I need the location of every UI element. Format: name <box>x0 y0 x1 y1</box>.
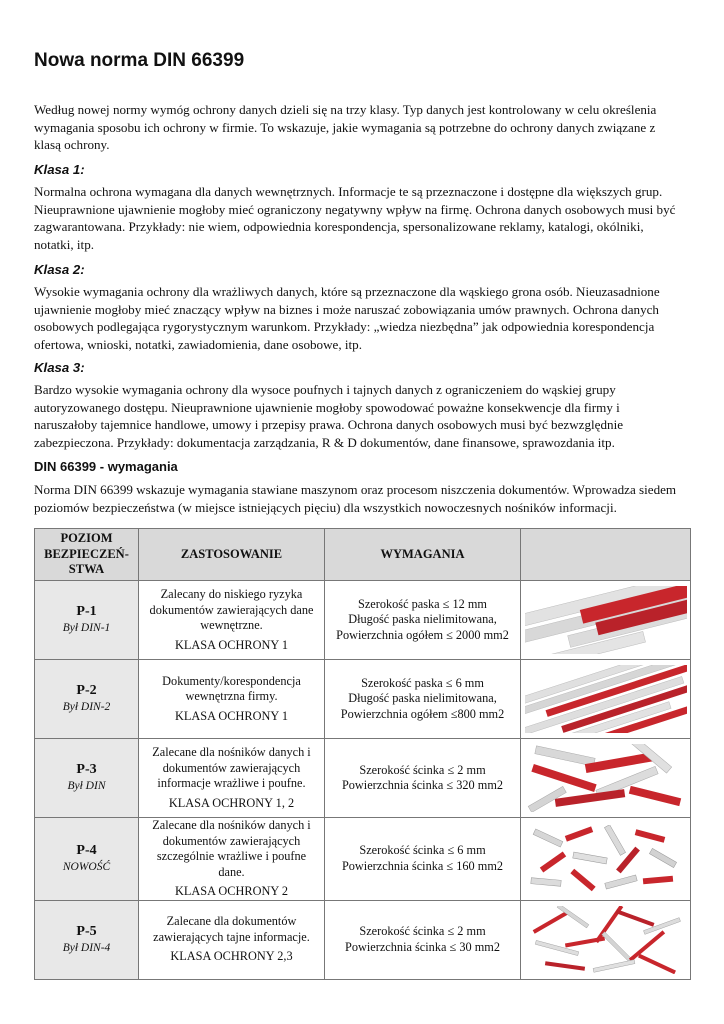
shred-image-cell <box>521 739 691 818</box>
level-note: Był DIN <box>67 780 106 793</box>
usage-text: Zalecane dla nośników danych i dokumentów zawierających informacje wrażliwe i poufne. <box>152 745 311 790</box>
header-usage: ZASTOSOWANIE <box>139 529 325 581</box>
requirement-line: Szerokość ścinka ≤ 2 mm <box>359 762 486 777</box>
requirements-heading: DIN 66399 - wymagania <box>34 459 178 474</box>
page-title: Nowa norma DIN 66399 <box>34 50 245 71</box>
level-cell <box>35 818 139 901</box>
protection-class: KLASA OCHRONY 2,3 <box>170 949 293 964</box>
usage-cell <box>139 739 325 818</box>
requirement-line: Szerokość paska ≤ 6 mm <box>361 675 484 690</box>
header-level: POZIOM BEZPIECZEŃ-STWA <box>35 529 139 581</box>
intro-paragraph: Według nowej normy wymóg ochrony danych dzieli się na trzy klasy. Typ danych jest kontrolowany w celu określenia wymagania sposobu ich ochrony w firmie. To wskazuje, jakie wymagania są potrzebne do ochrony danych związane z klasą ochrony. <box>34 102 657 152</box>
requirements-cell <box>325 818 521 901</box>
level-code: P-4 <box>76 843 97 858</box>
header-image <box>521 529 691 581</box>
usage-text: Zalecane dla nośników danych i dokumentów zawierających szczególnie wrażliwe i poufne dane. <box>152 818 311 879</box>
requirement-line: Powierzchnia ogółem ≤800 mm2 <box>340 706 505 721</box>
wide-strips-image <box>525 586 687 654</box>
security-levels-table <box>34 528 691 980</box>
requirement-line: Szerokość ścinka ≤ 6 mm <box>359 843 486 858</box>
protection-class: KLASA OCHRONY 1 <box>175 637 288 652</box>
level-cell <box>35 660 139 739</box>
table-row <box>35 660 691 739</box>
requirement-line: Szerokość paska ≤ 12 mm <box>357 596 487 611</box>
level-note: Był DIN-1 <box>62 622 111 635</box>
level-code: P-2 <box>76 683 97 699</box>
usage-cell <box>139 581 325 660</box>
usage-cell <box>139 900 325 979</box>
usage-text: Dokumenty/korespondencja wewnętrzna firmy. <box>162 673 301 704</box>
protection-class: KLASA OCHRONY 1 <box>175 708 288 723</box>
class-1-text: Normalna ochrona wymagana dla danych wewnętrznych. Informacje te są przeznaczone i dostępne dla większych grup. Nieuprawnione ujawnienie mogłoby mieć ograniczony negatywny wpływ na firmę. Ochrona danych osobowych musi być zagwarantowana. Przykłady: nie wiem, odpowiednia korespondencja, spersonalizowane reklamy, katalogi, okólniki, notatki, itp. <box>34 184 676 252</box>
class-3-heading: Klasa 3: <box>34 360 85 375</box>
requirements-cell <box>325 660 521 739</box>
level-note: Był DIN-4 <box>62 941 111 954</box>
requirement-line: Powierzchnia ścinka ≤ 160 mm2 <box>341 858 504 873</box>
requirement-line: Powierzchnia ścinka ≤ 30 mm2 <box>345 939 500 954</box>
usage-text: Zalecany do niskiego ryzyka dokumentów zawierających dane wewnętrzne. <box>149 587 314 632</box>
small-particles-image <box>525 825 687 893</box>
table-row <box>35 900 691 979</box>
table-row <box>35 739 691 818</box>
shred-image-cell <box>521 818 691 901</box>
table-row <box>35 818 691 901</box>
requirements-cell <box>325 581 521 660</box>
shred-image-cell <box>521 660 691 739</box>
level-note: Był DIN-2 <box>62 701 111 714</box>
requirement-line: Powierzchnia ścinka ≤ 320 mm2 <box>341 778 504 792</box>
level-code: P-5 <box>76 923 97 939</box>
narrow-strips-image <box>525 665 687 733</box>
level-code: P-1 <box>76 604 97 620</box>
protection-class: KLASA OCHRONY 2 <box>175 884 288 898</box>
class-2-heading: Klasa 2: <box>34 262 85 277</box>
micro-particles-image <box>525 906 687 974</box>
cross-cut-pieces-image <box>525 744 687 812</box>
class-1-heading: Klasa 1: <box>34 162 85 177</box>
header-requirements: WYMAGANIA <box>325 529 521 581</box>
table-row <box>35 581 691 660</box>
table-header-row <box>35 529 691 581</box>
class-2-text: Wysokie wymagania ochrony dla wrażliwych danych, które są przeznaczone dla wąskiego grona osób. Nieuzasadnione ujawnienie mogłoby mieć znaczący wpływ na biznes i może naruszać zobowiązania umów prawnych. Ochrona danych osobowych podlegająca rygorystycznym warunkom. Przykłady: „wiedza niezbędna” jak odpowiednia korespondencja ofertowa, wnioski, notatki, zawiadomienia, dane osobowe, itp. <box>34 284 660 352</box>
requirement-line: Długość paska nielimitowana, <box>348 612 497 627</box>
usage-text: Zalecane dla dokumentów zawierających tajne informacje. <box>153 914 310 944</box>
usage-cell <box>139 818 325 901</box>
requirements-text: Norma DIN 66399 wskazuje wymagania stawiane maszynom oraz procesom niszczenia dokumentów. Wprowadza siedem poziomów bezpieczeństwa (w miejsce istniejących pięciu) dla wszystkich nowoczesnych nośników informacji. <box>34 482 677 515</box>
requirement-line: Szerokość ścinka ≤ 2 mm <box>359 924 486 938</box>
shred-image-cell <box>521 581 691 660</box>
level-cell <box>35 739 139 818</box>
usage-cell <box>139 660 325 739</box>
requirements-cell <box>325 739 521 818</box>
level-note: NOWOŚĆ <box>62 861 111 873</box>
class-3-text: Bardzo wysokie wymagania ochrony dla wysoce poufnych i tajnych danych z ograniczeniem do wąskiej grupy autoryzowanego dostępu. Nieuprawnione ujawnienie mogłoby spowodować poważne konsekwencje dla firmy i naruszałoby tajemnice handlowe, umowy i przepisy prawa. Ochrona danych osobowych musi być bezwzględnie zabezpieczona. Przykłady: dokumentacja zarządzania, R & D dokumentów, dane finansowe, sprawozdania itp. <box>34 382 624 450</box>
level-cell <box>35 900 139 979</box>
protection-class: KLASA OCHRONY 1, 2 <box>168 795 295 810</box>
level-code: P-3 <box>76 762 97 778</box>
shred-image-cell <box>521 900 691 979</box>
requirement-line: Powierzchnia ogółem ≤ 2000 mm2 <box>336 627 509 642</box>
requirement-line: Długość paska nielimitowana, <box>348 691 497 706</box>
requirements-cell <box>325 900 521 979</box>
level-cell <box>35 581 139 660</box>
